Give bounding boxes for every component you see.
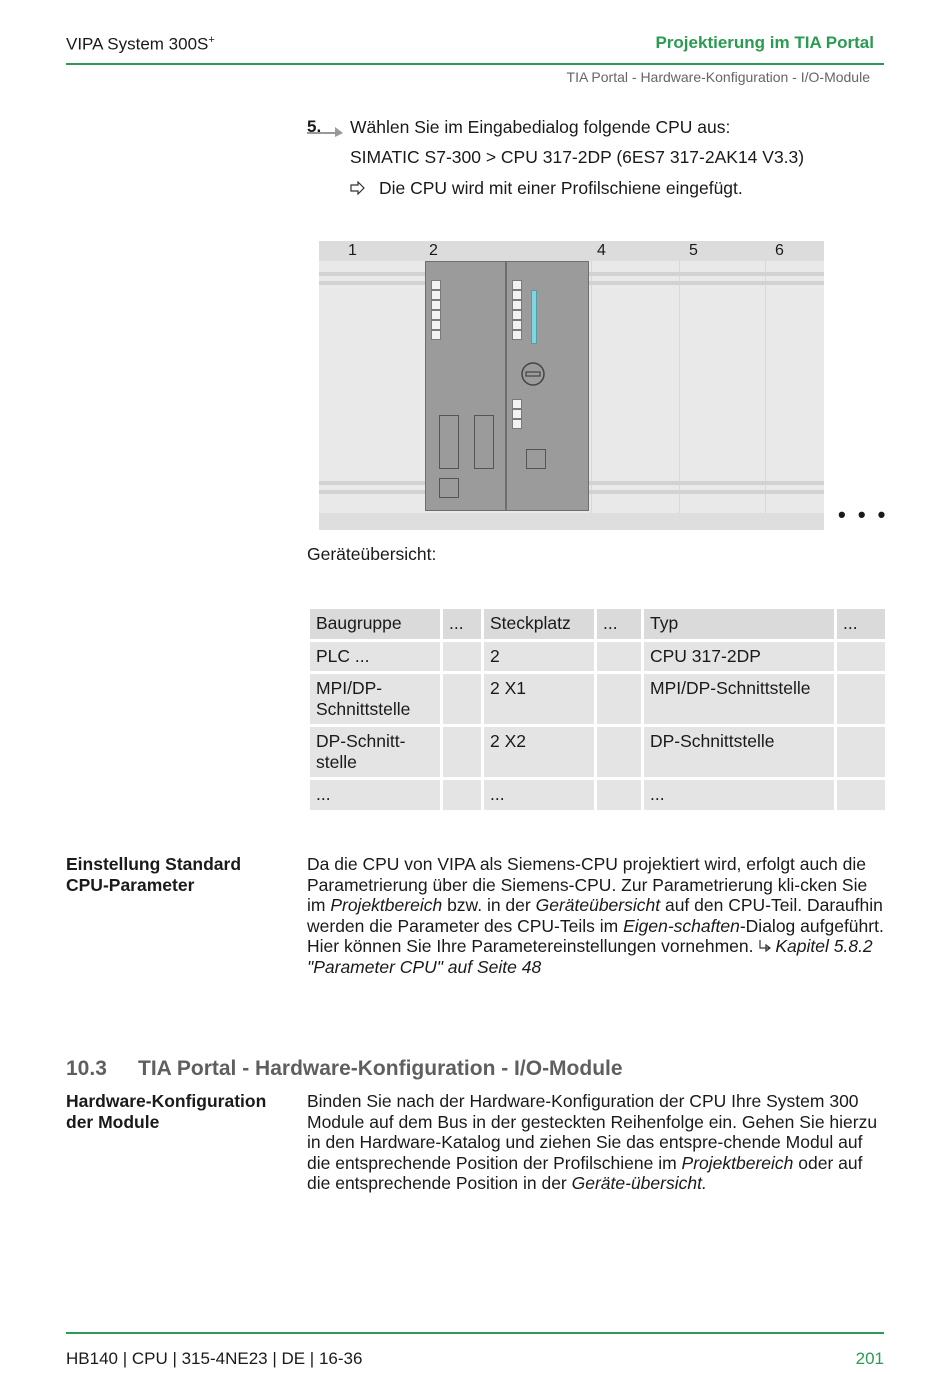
status-led — [512, 320, 522, 330]
table-row[interactable] — [310, 727, 885, 777]
table-cell — [597, 642, 641, 672]
table-header-row — [310, 609, 885, 639]
term-projektbereich: Projektbereich — [681, 1152, 794, 1173]
table-cell: ... — [484, 780, 594, 810]
heading-line: der Module — [66, 1111, 160, 1132]
section-number: 10.3 — [66, 1057, 107, 1080]
step-arrow-icon — [307, 123, 347, 137]
column-header[interactable]: ... — [443, 609, 481, 639]
table-cell — [597, 674, 641, 724]
status-led — [431, 290, 441, 300]
slot-number: 2 — [429, 242, 438, 259]
rail-continuation: • • • — [838, 502, 889, 527]
status-led — [512, 310, 522, 320]
slot-divider — [765, 261, 766, 513]
table-cell — [837, 674, 885, 724]
status-led — [512, 330, 522, 340]
column-header[interactable]: Typ — [644, 609, 834, 639]
header-rule — [66, 63, 884, 65]
rail-bottom — [319, 513, 824, 530]
table-cell — [837, 780, 885, 810]
term-projektbereich: Projektbereich — [330, 895, 443, 915]
table-cell: CPU 317-2DP — [644, 642, 834, 672]
section-title: TIA Portal - Hardware-Konfiguration - I/O-Module — [138, 1057, 623, 1080]
slot-number: 1 — [348, 242, 357, 259]
slot-divider — [679, 261, 680, 513]
profile-rail-graphic — [319, 241, 824, 530]
device-overview-label: Geräteübersicht: — [307, 544, 437, 564]
status-led — [512, 300, 522, 310]
small-port — [526, 449, 546, 469]
section-heading — [66, 1057, 623, 1081]
slot-number-bar — [319, 241, 824, 261]
memory-card-slot — [531, 290, 537, 344]
cpu-module-right[interactable] — [506, 261, 589, 511]
text-run: oder auf die entsprechende Position in der — [307, 1152, 863, 1193]
heading-line: Einstellung Standard — [66, 854, 242, 874]
heading-line: Hardware-Konfiguration — [66, 1091, 267, 1111]
status-led — [512, 280, 522, 290]
text-run: auf den CPU-Teil. Daraufhin werden die Parameter des CPU-Teils im — [307, 895, 883, 936]
table-cell: ... — [310, 780, 440, 810]
table-cell: PLC ... — [310, 642, 440, 672]
column-header[interactable]: ... — [837, 609, 885, 639]
column-header[interactable]: Baugruppe — [310, 609, 440, 639]
header-product: VIPA System 300S+ — [66, 34, 215, 54]
status-led — [512, 399, 522, 409]
table-cell: 2 X1 — [484, 674, 594, 724]
table-cell: ... — [644, 780, 834, 810]
table-cell — [443, 727, 481, 777]
header-chapter-title: Projektierung im TIA Portal — [655, 33, 874, 52]
table-cell — [597, 780, 641, 810]
slot-number: 5 — [689, 242, 698, 259]
status-led — [431, 320, 441, 330]
cross-reference-icon — [758, 939, 772, 953]
table-row[interactable] — [310, 674, 885, 724]
connector-port — [474, 415, 494, 469]
slot-number: 4 — [597, 242, 606, 259]
cpu-params-paragraph — [307, 854, 887, 977]
text-run: bzw. in der — [442, 895, 536, 915]
connector-port — [439, 415, 459, 469]
hw-config-paragraph — [307, 1091, 887, 1194]
column-header[interactable]: Steckplatz — [484, 609, 594, 639]
table-cell: MPI/DP-Schnittstelle — [644, 674, 834, 724]
table-cell: 2 — [484, 642, 594, 672]
cpu-module-left[interactable] — [425, 261, 506, 511]
table-cell — [443, 674, 481, 724]
table-cell — [443, 642, 481, 672]
slot-number: 6 — [775, 242, 784, 259]
small-port — [439, 478, 459, 498]
status-led — [512, 409, 522, 419]
term-geraeteuebersicht: Geräteübersicht — [535, 895, 661, 915]
table-cell — [837, 727, 885, 777]
table-cell — [443, 780, 481, 810]
table-row[interactable] — [310, 642, 885, 672]
result-arrow-icon — [350, 181, 366, 195]
table-cell: MPI/DP- Schnittstelle — [310, 674, 440, 724]
term-geraeteuebersicht: Geräte-übersicht. — [571, 1173, 707, 1193]
status-led — [431, 280, 441, 290]
status-led — [431, 330, 441, 340]
mode-switch-icon — [520, 361, 546, 387]
status-led — [512, 419, 522, 429]
step-cpu-path: SIMATIC S7-300 > CPU 317-2DP (6ES7 317-2AK14 V3.3) — [350, 147, 805, 167]
hw-config-heading — [66, 1091, 266, 1132]
step-instruction: Wählen Sie im Eingabedialog folgende CPU aus: — [350, 117, 731, 137]
text-run: Da die CPU von VIPA als Siemens-CPU projektiert wird, erfolgt auch die Parametrierung über die Siemens-CPU. Zur Parametrierung kli-cken Sie im — [307, 854, 868, 915]
status-led — [512, 290, 522, 300]
step-number: 5. — [307, 117, 322, 136]
table-cell: 2 X2 — [484, 727, 594, 777]
column-header[interactable]: ... — [597, 609, 641, 639]
table-cell: DP-Schnittstelle — [644, 727, 834, 777]
table-cell — [837, 642, 885, 672]
table-cell — [597, 727, 641, 777]
text-run: -Dialog aufgeführt. Hier können Sie Ihre Parametereinstellungen vornehmen. — [307, 915, 884, 956]
footer-doc-id: HB140 | CPU | 315-4NE23 | DE | 16-36 — [66, 1349, 363, 1368]
slot-divider — [591, 261, 592, 513]
device-overview-table — [307, 606, 888, 813]
page-number: 201 — [855, 1349, 884, 1368]
term-eigenschaften: Eigen-schaften — [623, 915, 740, 936]
table-cell: DP-Schnitt- stelle — [310, 727, 440, 777]
status-led — [431, 310, 441, 320]
status-led — [431, 300, 441, 310]
cpu-params-heading — [66, 854, 241, 895]
table-row[interactable] — [310, 780, 885, 810]
text-run: Binden Sie nach der Hardware-Konfiguration der CPU Ihre System 300 Module auf dem Bus in der gesteckten Reihenfolge ein. Gehen Sie hierzu in den Hardware-Katalog und ziehen Sie das entspre-chende Modul auf die entsprechende Position der Profilschiene im — [307, 1091, 878, 1173]
footer-rule — [66, 1332, 884, 1334]
header-section-path: TIA Portal - Hardware-Konfiguration - I/O-Module — [566, 69, 870, 85]
step-result: Die CPU wird mit einer Profilschiene eingefügt. — [379, 178, 743, 198]
heading-line: CPU-Parameter — [66, 874, 195, 895]
chapter-reference-link[interactable]: Kapitel 5.8.2 "Parameter CPU" auf Seite 48 — [307, 936, 873, 977]
